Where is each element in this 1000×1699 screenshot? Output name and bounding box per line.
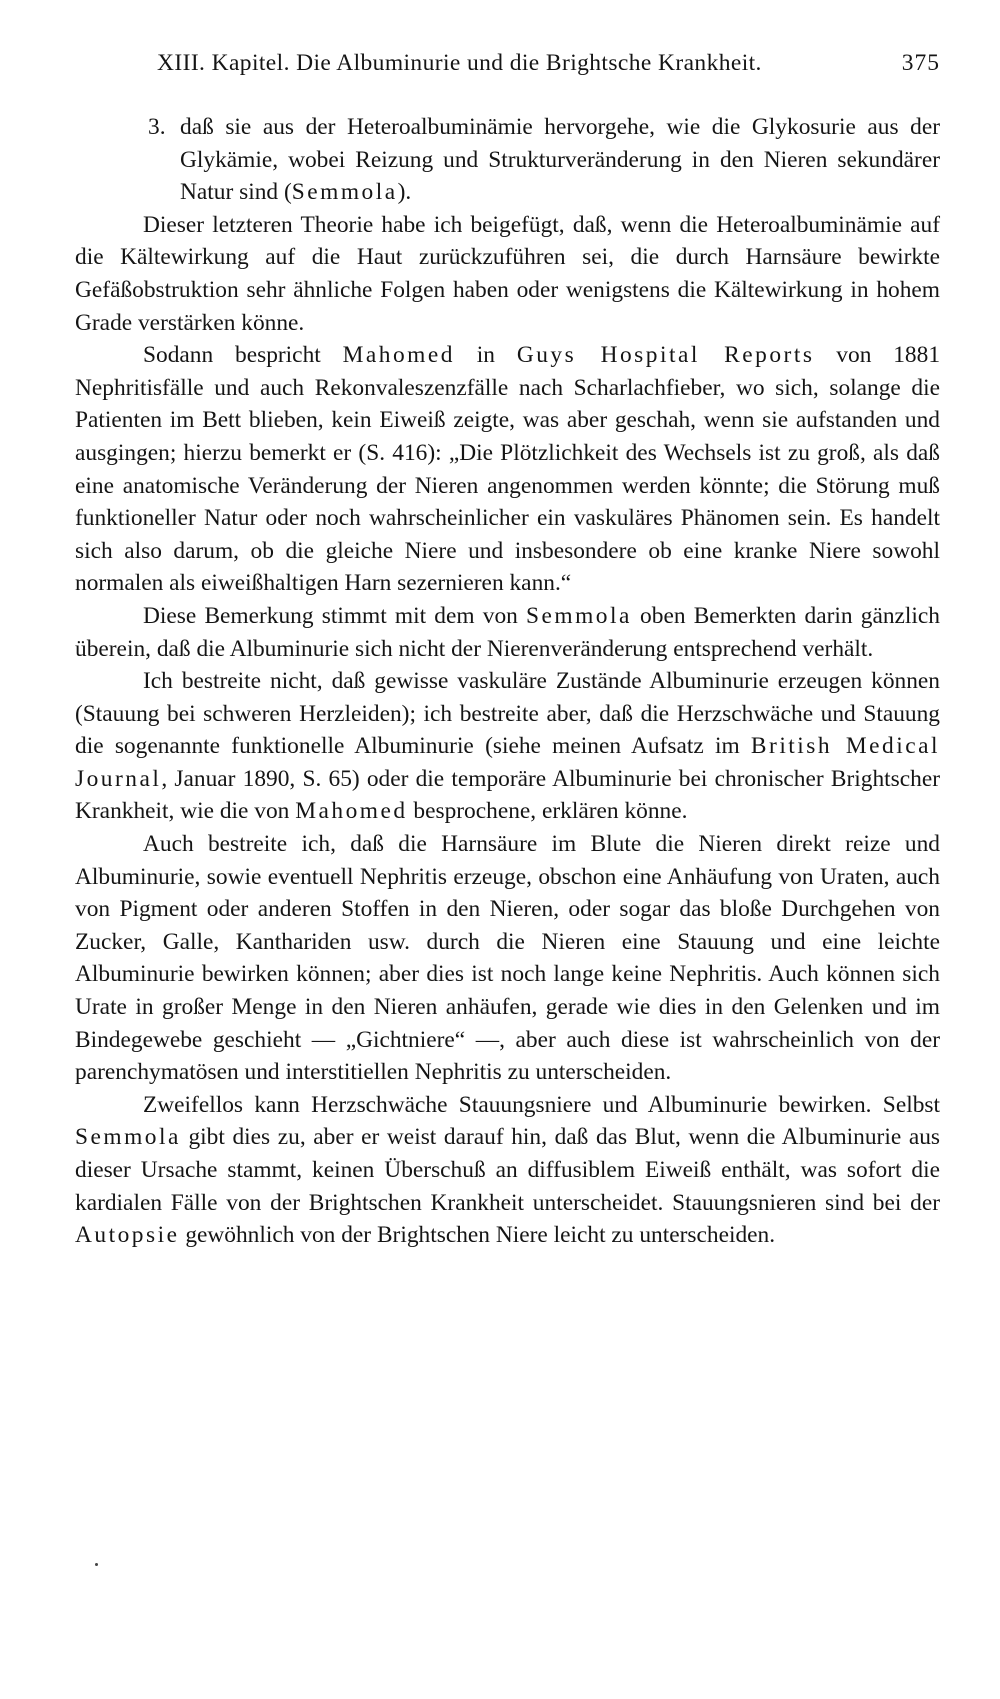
author-name: Semmola: [75, 1124, 181, 1151]
paragraph-text: Auch bestreite ich, daß die Harnsäure im Blute die Nieren direkt reize und Albuminurie, sowie eventuell Nephritis erzeuge, obschon eine Anhäufung von Uraten, auch von Pigment oder anderen Stoffen in den Nieren, oder sogar das bloße Durchgehen von Zucker, Galle, Kanthariden usw. durch die Nieren eine Stauung und eine leichte Albuminurie bewirken können; aber dies ist noch lange keine Nephritis. Auch können sich Urate in großer Menge in den Nieren anhäufen, gerade wie dies in den Gelenken und im Bindegewebe geschieht — „Gichtniere“ —, aber auch diese ist wahrscheinlich von der parenchymatösen und interstitiellen Nephritis zu unterscheiden.: [75, 831, 940, 1086]
paragraph-text: in: [454, 342, 517, 369]
scan-speck: [95, 1563, 98, 1566]
paragraph-text: gibt dies zu, aber er weist darauf hin, daß das Blut, wenn die Albuminurie aus dieser Ursache stammt, keinen Überschuß an diffusiblem Eiweiß enthält, was sofort die kardialen Fälle von der Brightschen Krankheit unterscheidet. Stauungsnieren sind bei der: [75, 1124, 940, 1216]
source-title: British Medical Journal: [75, 733, 940, 792]
paragraph-text: Sodann bespricht: [143, 342, 343, 369]
author-name: Mahomed: [295, 798, 408, 825]
author-name: Semmola: [526, 602, 632, 629]
paragraph-text: Diese Bemerkung stimmt mit dem von: [143, 602, 527, 629]
paragraph-text: oben Bemerkten darin gänzlich überein, daß die Albuminurie sich nicht der Nierenveränderung entsprechend verhält.: [75, 602, 940, 662]
body-text: [75, 111, 940, 1252]
paragraph-text: Dieser letzteren Theorie habe ich beigefügt, daß, wenn die Heteroalbuminämie auf die Kältewirkung auf die Haut zurückzuführen sei, die durch Harnsäure bewirkte Gefäßobstruktion sehr ähnliche Folgen haben oder wenigstens die Kältewirkung in hohem Grade verstärken könne.: [75, 211, 940, 336]
paragraph-text: von 1881 Nephritisfälle und auch Rekonvaleszenzfälle nach Scharlachfieber, wo sich, solange die Patienten im Bett blieben, kein Eiweiß zeigte, was aber geschah, wenn sie aufstanden und ausgingen; hierzu bemerkt er (S. 416): „Die Plötzlichkeit des Wechsels ist zu groß, als daß eine anatomische Veränderung der Nieren angenommen werden könnte; die Störung muß funktioneller Natur oder noch wahrscheinlicher ein vaskuläres Phänomen sein. Es handelt sich also darum, ob die gleiche Niere und insbesondere ob eine kranke Niere sowohl normalen als eiweißhaltigen Harn sezernieren kann.“: [75, 342, 941, 597]
author-name: Semmola: [291, 179, 398, 206]
paragraph-6: [75, 1089, 940, 1252]
list-item-3: [75, 111, 940, 209]
paragraph-text: gewöhnlich von der Brightschen Niere leicht zu unterscheiden.: [179, 1222, 776, 1249]
paragraph-text: , Januar 1890, S. 65) oder die temporäre Albuminurie bei chronischer Brightscher Krankheit, wie die von: [75, 765, 940, 825]
source-title: Guys Hospital Reports: [516, 342, 815, 369]
paragraph-2: [75, 339, 940, 600]
author-name: Mahomed: [342, 342, 455, 369]
page-number: 375: [901, 50, 940, 76]
running-head: [75, 50, 940, 86]
paragraph-3: [75, 600, 940, 665]
paragraph-4: [75, 665, 940, 828]
paragraph-1: [75, 209, 940, 339]
chapter-title: XIII. Kapitel. Die Albuminurie und die Brightsche Krankheit.: [157, 50, 762, 76]
emphasized-term: Autopsie: [75, 1222, 180, 1249]
list-item-number: 3.: [148, 114, 166, 140]
paragraph-text: Ich bestreite nicht, daß gewisse vaskuläre Zustände Albuminurie erzeugen können (Stauung bei schweren Herzleiden); ich bestreite aber, daß die Herzschwäche und Stauung die sogenannte funktionelle Albuminurie (siehe meinen Aufsatz im: [75, 668, 940, 760]
paragraph-text: Zweifellos kann Herzschwäche Stauungsniere und Albuminurie bewirken. Selbst: [143, 1091, 940, 1118]
list-item-text: daß sie aus der Heteroalbuminämie hervorgehe, wie die Glykosurie aus der Glykämie, wobei Reizung und Strukturveränderung in den Nieren sekundärer Natur sind (: [180, 114, 940, 206]
paragraph-text: besprochene, erklären könne.: [407, 798, 688, 825]
list-item-text-end: ).: [397, 179, 412, 206]
paragraph-5: [75, 828, 940, 1089]
